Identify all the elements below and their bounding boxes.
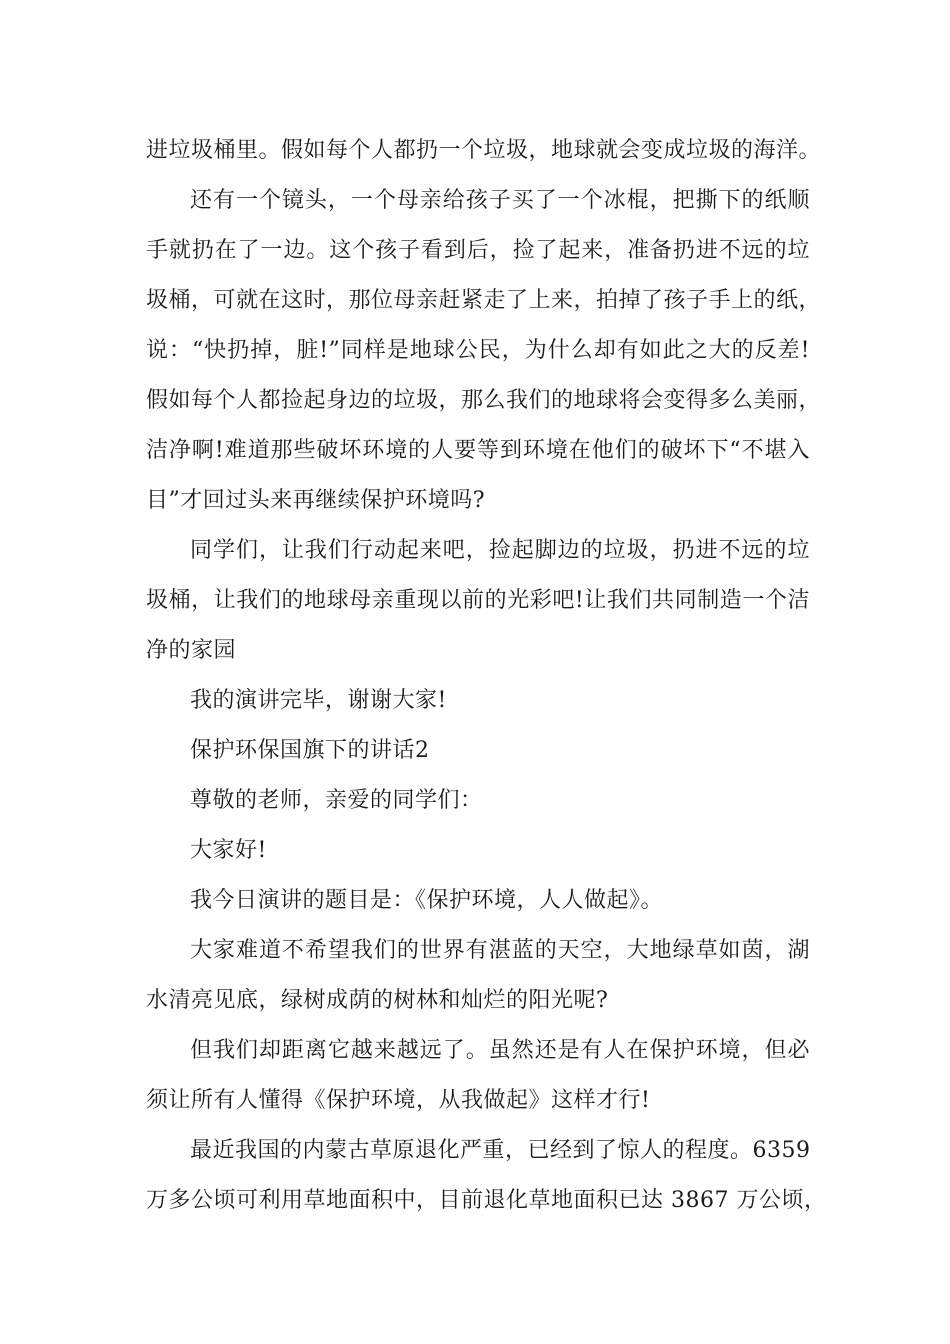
paragraph-line: 手就扔在了一边。这个孩子看到后，捡了起来，准备扔进不远的垃 [146,238,810,263]
document-body [146,126,827,1226]
paragraph-line: 圾桶，让我们的地球母亲重现以前的光彩吧!让我们共同制造一个洁 [146,588,810,613]
paragraph-line: 说：“快扔掉，脏!”同样是地球公民，为什么却有如此之大的反差! [146,338,810,363]
paragraph-line: 大家难道不希望我们的世界有湛蓝的天空，大地绿草如茵，湖 [190,938,810,963]
speech-topic: 我今日演讲的题目是：《保护环境，人人做起》。 [190,888,664,913]
paragraph-line: 圾桶，可就在这时，那位母亲赶紧走了上来，拍掉了孩子手上的纸， [146,288,822,313]
section-title: 保护环保国旗下的讲话2 [190,738,430,763]
paragraph-line: 进垃圾桶里。假如每个人都扔一个垃圾，地球就会变成垃圾的海洋。 [146,138,822,163]
paragraph-line: 假如每个人都捡起身边的垃圾，那么我们的地球将会变得多么美丽， [146,388,822,413]
paragraph-line: 目”才回过头来再继续保护环境吗? [146,488,486,513]
salutation: 尊敬的老师，亲爱的同学们： [190,788,483,813]
paragraph-line: 须让所有人懂得《保护环境，从我做起》这样才行! [146,1088,651,1113]
paragraph-line: 洁净啊!难道那些破坏环境的人要等到环境在他们的破坏下“不堪入 [146,438,810,463]
paragraph-line: 最近我国的内蒙古草原退化严重，已经到了惊人的程度。6359 [190,1138,811,1163]
paragraph-line: 还有一个镜头，一个母亲给孩子买了一个冰棍，把撕下的纸顺 [190,188,810,213]
closing-line: 我的演讲完毕，谢谢大家! [190,688,447,713]
paragraph-line: 净的家园 [146,638,237,663]
paragraph-line: 水清亮见底，绿树成荫的树林和灿烂的阳光呢? [146,988,609,1013]
paragraph-line: 同学们，让我们行动起来吧，捡起脚边的垃圾，扔进不远的垃 [190,538,810,563]
greeting: 大家好! [190,838,267,863]
paragraph-line: 万多公顷可利用草地面积中，目前退化草地面积已达 3867 万公顷， [146,1188,827,1213]
paragraph-line: 但我们却距离它越来越远了。虽然还是有人在保护环境，但必 [190,1038,810,1063]
